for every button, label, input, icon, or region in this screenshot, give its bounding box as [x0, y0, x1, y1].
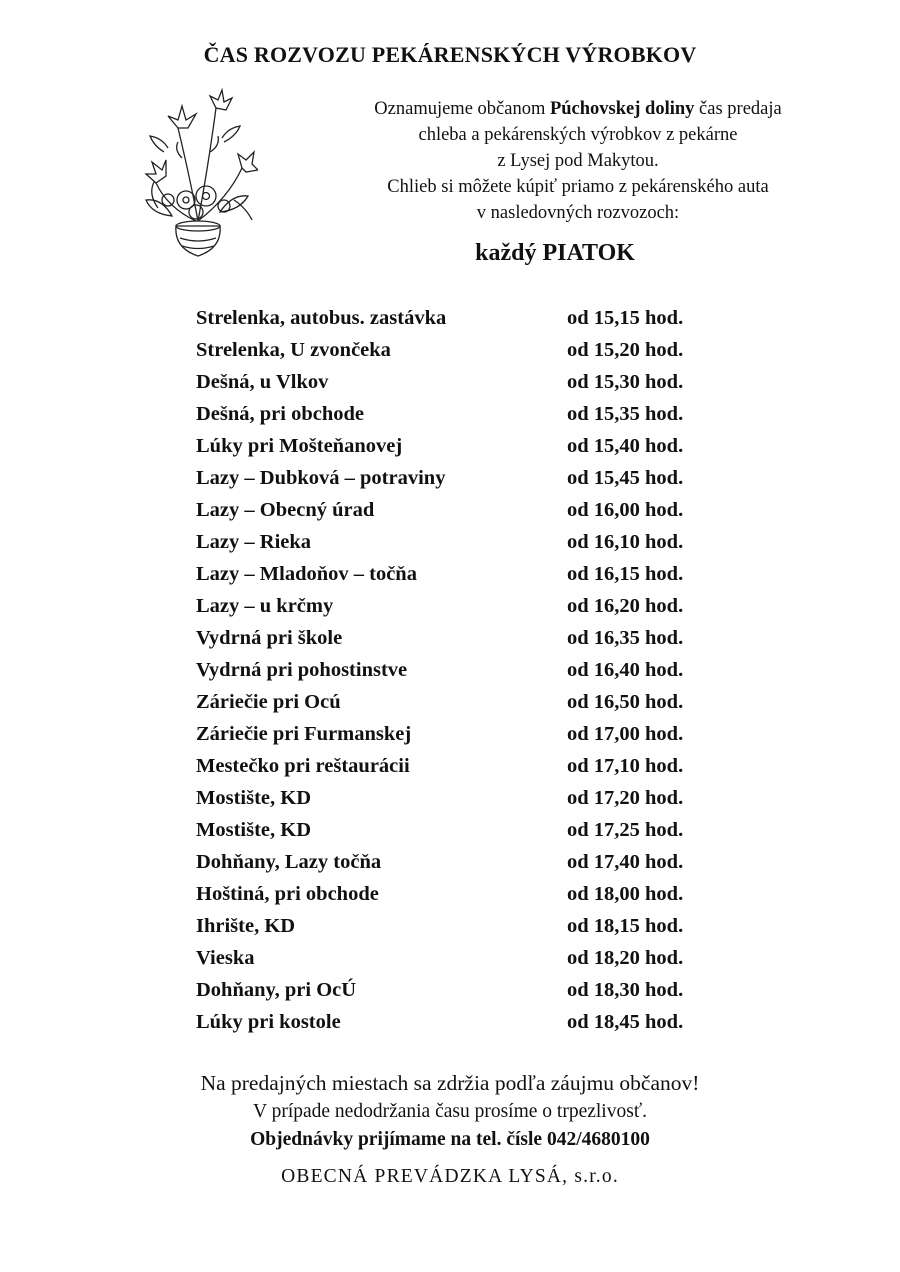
schedule-row	[196, 334, 756, 366]
schedule-row	[196, 942, 756, 974]
stop-name: Lazy – Dubková – potraviny	[196, 467, 446, 489]
schedule-row	[196, 974, 756, 1006]
stop-time: od 15,35 hod.	[567, 403, 684, 425]
delivery-day: každý PIATOK	[475, 240, 635, 266]
stop-time: od 15,40 hod.	[567, 435, 684, 457]
intro-text	[318, 96, 838, 226]
stop-time: od 17,40 hod.	[567, 851, 684, 873]
stop-name: Mostište, KD	[196, 787, 312, 809]
stop-time: od 18,45 hod.	[567, 1011, 684, 1033]
stop-name: Lúky pri Mošteňanovej	[196, 435, 403, 457]
intro-line-3: z Lysej pod Makytou.	[497, 151, 659, 171]
stop-name: Dohňany, pri OcÚ	[196, 979, 357, 1001]
stop-time: od 16,15 hod.	[567, 563, 684, 585]
stop-time: od 15,45 hod.	[567, 467, 684, 489]
stop-name: Lazy – Obecný úrad	[196, 499, 375, 521]
stop-name: Hoštiná, pri obchode	[196, 883, 379, 905]
schedule-row	[196, 430, 756, 462]
intro-line-5: v nasledovných rozvozoch:	[476, 203, 680, 223]
stop-name: Ihrište, KD	[196, 915, 296, 937]
stop-name: Strelenka, autobus. zastávka	[196, 307, 447, 329]
schedule-row	[196, 718, 756, 750]
stop-time: od 17,20 hod.	[567, 787, 684, 809]
stop-name: Dohňany, Lazy točňa	[196, 851, 382, 873]
stop-time: od 16,20 hod.	[567, 595, 684, 617]
footer-line-2: V prípade nedodržania času prosíme o trpezlivosť.	[252, 1101, 648, 1122]
footer-notes	[0, 1068, 900, 1154]
stop-time: od 16,40 hod.	[567, 659, 684, 681]
schedule-row	[196, 846, 756, 878]
stop-time: od 15,30 hod.	[567, 371, 684, 393]
footer-phone: Objednávky prijímame na tel. čísle 042/4680100	[250, 1129, 650, 1150]
stop-time: od 16,35 hod.	[567, 627, 684, 649]
company-name: OBECNÁ PREVÁDZKA LYSÁ, s.r.o.	[281, 1166, 619, 1187]
schedule-row	[196, 590, 756, 622]
stop-name: Lazy – u krčmy	[196, 595, 334, 617]
stop-time: od 17,10 hod.	[567, 755, 684, 777]
schedule-row	[196, 750, 756, 782]
schedule-row	[196, 462, 756, 494]
stop-time: od 18,20 hod.	[567, 947, 684, 969]
schedule-row	[196, 302, 756, 334]
stop-name: Lazy – Rieka	[196, 531, 312, 553]
stop-name: Vieska	[196, 947, 255, 969]
stop-name: Dešná, pri obchode	[196, 403, 365, 425]
schedule-row	[196, 814, 756, 846]
stop-name: Vydrná pri pohostinstve	[196, 659, 408, 681]
stop-time: od 16,10 hod.	[567, 531, 684, 553]
stop-time: od 16,00 hod.	[567, 499, 684, 521]
stop-name: Záriečie pri Furmanskej	[196, 723, 412, 745]
schedule-row	[196, 558, 756, 590]
stop-name: Lúky pri kostole	[196, 1011, 341, 1033]
schedule-row	[196, 622, 756, 654]
schedule-row	[196, 494, 756, 526]
stop-time: od 17,25 hod.	[567, 819, 684, 841]
intro-line-2: chleba a pekárenských výrobkov z pekárne	[418, 125, 738, 145]
schedule-row	[196, 878, 756, 910]
stop-name: Lazy – Mladoňov – točňa	[196, 563, 417, 585]
stop-time: od 18,00 hod.	[567, 883, 684, 905]
page-title: ČAS ROZVOZU PEKÁRENSKÝCH VÝROBKOV	[203, 42, 697, 67]
stop-time: od 15,15 hod.	[567, 307, 684, 329]
stop-name: Záriečie pri Ocú	[196, 691, 341, 713]
schedule-row	[196, 654, 756, 686]
intro-line-1: Oznamujeme občanom Púchovskej doliny čas predaja	[374, 99, 782, 119]
stop-time: od 16,50 hod.	[567, 691, 684, 713]
schedule-row	[196, 782, 756, 814]
footer-line-1: Na predajných miestach sa zdržia podľa záujmu občanov!	[200, 1071, 700, 1095]
stop-name: Dešná, u Vlkov	[196, 371, 329, 393]
schedule-row	[196, 1006, 756, 1038]
stop-time: od 18,30 hod.	[567, 979, 684, 1001]
stop-name: Strelenka, U zvončeka	[196, 339, 391, 361]
stop-time: od 18,15 hod.	[567, 915, 684, 937]
flower-vase-icon	[138, 88, 258, 266]
schedule-row	[196, 910, 756, 942]
stop-time: od 17,00 hod.	[567, 723, 684, 745]
region-name: Púchovskej doliny	[549, 99, 695, 119]
delivery-schedule	[196, 302, 756, 1038]
schedule-row	[196, 366, 756, 398]
intro-line-4: Chlieb si môžete kúpiť priamo z pekárenského auta	[387, 177, 769, 197]
stop-name: Mostište, KD	[196, 819, 312, 841]
stop-time: od 15,20 hod.	[567, 339, 684, 361]
stop-name: Mestečko pri reštaurácii	[196, 755, 410, 777]
schedule-row	[196, 398, 756, 430]
schedule-row	[196, 526, 756, 558]
stop-name: Vydrná pri škole	[196, 627, 343, 649]
schedule-row	[196, 686, 756, 718]
